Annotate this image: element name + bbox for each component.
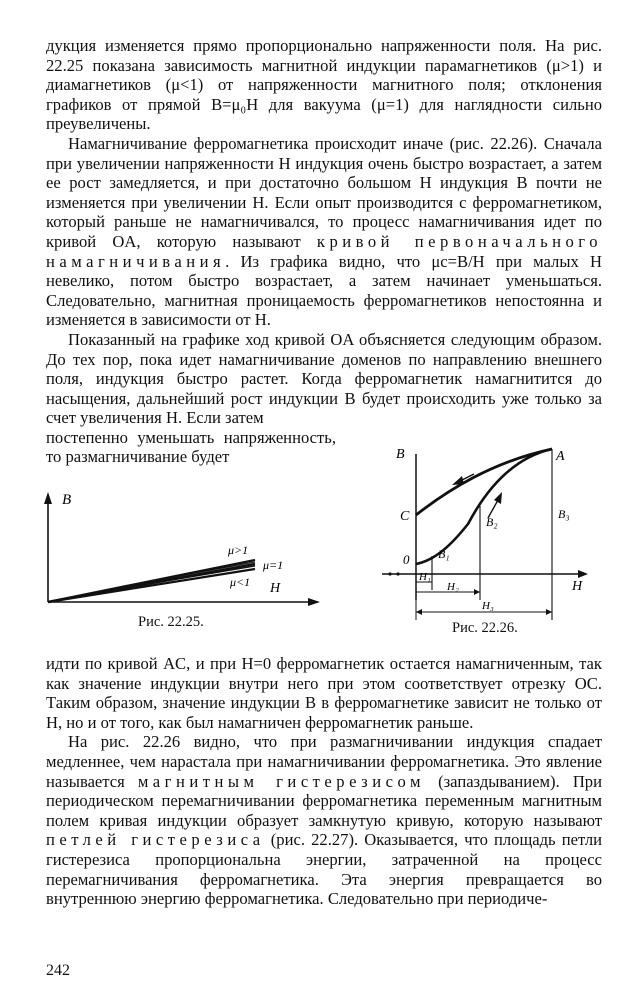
- paragraph-2: [46, 134, 602, 330]
- fig2-label-a: A: [556, 449, 565, 464]
- page-number: 242: [46, 962, 70, 979]
- fig2-label-o: 0: [403, 552, 410, 567]
- paragraph-5: [46, 732, 602, 908]
- term-magnetic-hysteresis: магнитным гистерезисом: [137, 771, 425, 791]
- text-bottom: [46, 654, 602, 909]
- fig1-line-dia: [48, 569, 255, 602]
- paragraph-1: дукция изменяется прямо пропорционально напряженности поля. На рис. 22.25 показана зависимость магнитной индукции парамагнетиков (μ>1) и диамагнетиков (μ<1) от напряженности магнитного поля; отклонения графиков от прямой B=μ₀H для вакуума (μ=1) для наглядности сильно преувеличены.: [46, 36, 602, 134]
- paragraph-4: идти по кривой AC, и при H=0 ферромагнетик остается намагниченным, так как значение индукции внутри него при этом соответствует отрезку OC. Таким образом, значение индукции B в ферромагнетике зависит не только от H, но и от того, как был намагничен ферромагнетик раньше.: [46, 654, 602, 732]
- fig2-dot-1: [388, 572, 391, 575]
- paragraph-5-start: На рис. 22.26 видно, что при размагничивании индукция спадает медленнее, чем нарастала при намагничивании ферромагнетика. Это явление называется: [46, 732, 602, 791]
- term-hysteresis-loop: петлей гистерезиса: [46, 830, 265, 850]
- paragraph-5-end: (рис. 22.27). Оказывается, что площадь петли гистерезиса пропорциональна энергии, затраченной на процесс перемагничивания ферромагнетика. Эта энергия превращается во внутреннюю энергию ферромагнетика. Следовательно при периодиче-: [46, 830, 602, 909]
- paragraph-2-start: Намагничивание ферромагнетика происходит иначе (рис. 22.26). Сначала при увеличении напряженности H индукция очень быстро возрастает, а затем ее рост замедляется, и при достаточно большом H индукция B почти не изменяется при увеличении H. Если опыт производится с ферромагнетиком, который раньше не намагничивался, то процесс намагничивания идет по кривой OA, которую называют: [46, 133, 602, 251]
- caption-22-26: Рис. 22.26.: [452, 620, 518, 636]
- fig1-label-vacuum: μ=1: [263, 558, 284, 572]
- text-top: [46, 36, 602, 467]
- fig2-dot-2: [396, 572, 399, 575]
- fig2-dim-h3-arrow: [546, 609, 552, 615]
- paragraph-3: Показанный на графике ход кривой OA объясняется следующим образом. До тех пор, пока идет намагничивание доменов по направлению внешнего поля, индукция быстро растет. Когда ферромагнетик намагнитится до насыщения, дальнейший рост индукции B будет происходить уже только за счет увеличения H. Если затем: [46, 329, 602, 428]
- fig2-label-h1: H₁: [419, 571, 431, 583]
- paragraph-2-end: . Из графика видно, что μc=B/H при малых H невелико, потом быстро возрастает, а затем начинает уменьшаться. Следовательно, магнитная проницаемость ферромагнетиков непостоянна и изменяется в зависимости от H.: [46, 251, 602, 330]
- fig2-label-h2: H₂: [447, 581, 459, 593]
- fig2-arrow-upper-head: [452, 476, 464, 485]
- fig1-y-arrow: [44, 492, 52, 504]
- fig2-curve-oa: [416, 449, 552, 564]
- fig2-dim-h3-arrow-left: [416, 609, 422, 615]
- fig1-label-b: B: [62, 492, 72, 508]
- caption-22-25: Рис. 22.25.: [138, 614, 204, 630]
- fig2-label-h: H: [572, 579, 583, 594]
- fig2-curve-ac: [416, 449, 552, 515]
- fig2-arrow-lower-head: [494, 492, 502, 504]
- fig1-label-dia: μ<1: [230, 575, 251, 589]
- paragraph-3-narrow: постепенно уменьшать напряженность, то размагничивание будет: [46, 427, 336, 467]
- paragraph-5-middle: (запаздыванием). При периодическом перемагничивании ферромагнетика переменным магнитным полем кривая индукции образует замкнутую кривую, которую называют: [46, 771, 602, 830]
- fig1-x-arrow: [308, 598, 320, 606]
- fig1-label-para: μ>1: [228, 543, 249, 557]
- fig2-dim-h2-arrow: [474, 589, 480, 595]
- fig2-label-b1: B₁: [438, 547, 450, 561]
- term-initial-magnetization-curve: кривой первоначального намагничивания: [46, 231, 602, 271]
- fig2-label-h3: H₃: [482, 600, 494, 612]
- fig2-label-b: B: [396, 447, 405, 462]
- figure-22-25: [30, 490, 330, 620]
- fig1-label-h: H: [270, 581, 281, 596]
- fig2-x-arrow: [578, 570, 588, 578]
- fig2-label-b2: B₂: [486, 515, 498, 529]
- fig2-label-c: C: [400, 509, 410, 524]
- fig2-label-b3: B₃: [558, 507, 570, 521]
- figure-22-26: [372, 440, 602, 630]
